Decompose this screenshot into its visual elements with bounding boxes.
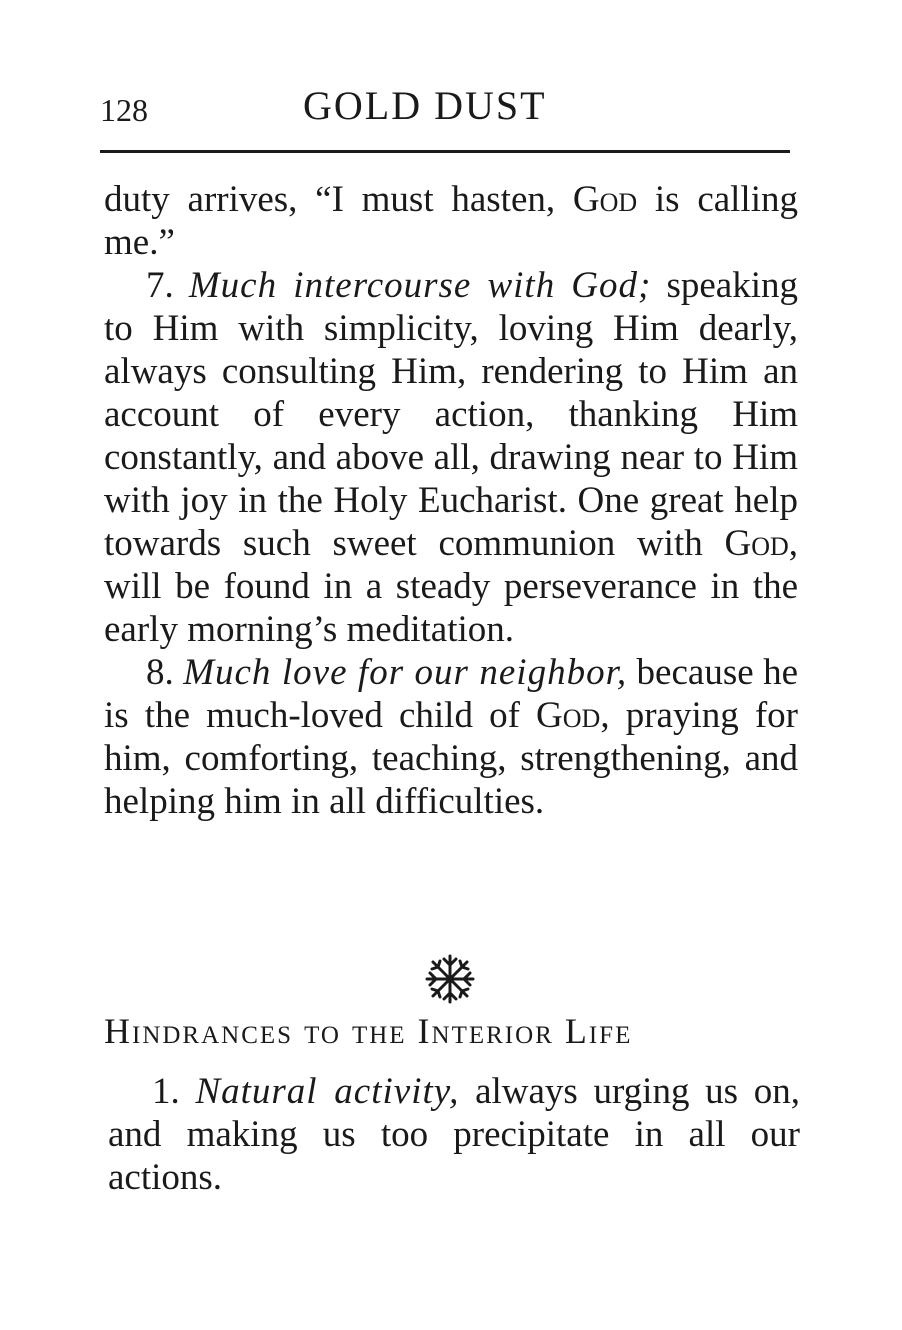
item-number: 7. — [146, 265, 189, 306]
page-header — [100, 82, 790, 132]
paragraph-text: , praying for him, comforting, teaching, strengthening, and helping him in all difficulties. — [104, 695, 798, 822]
paragraph-text: duty arrives, “I must hasten, — [104, 179, 573, 220]
section-body — [108, 1070, 800, 1199]
paragraph-text: speaking to Him with simplicity, loving Him dearly, always consulting Him, rendering to Him an account of every action, thanking Him constantly, and above all, drawing near to Him with joy in the Holy Eucharist. One great help towards such sweet communion with — [104, 265, 798, 564]
snowflake-ornament-icon — [424, 953, 476, 1005]
divine-name: God — [724, 523, 789, 564]
paragraph-continuation — [104, 178, 798, 264]
item-number: 1. — [152, 1071, 196, 1112]
item-number: 8. — [146, 652, 184, 693]
paragraph-text: always urging us on, and making us too precipitate in all our actions. — [108, 1071, 801, 1198]
section-heading: Hindrances to the Interior Life — [104, 1011, 633, 1051]
divine-name: God — [572, 179, 638, 220]
item-title: Natural activity, — [195, 1071, 460, 1112]
paragraph-item-1 — [108, 1070, 800, 1199]
header-rule — [100, 150, 790, 153]
page-number: 128 — [100, 92, 148, 128]
paragraph-text: , will be found in a steady perseverance in the early morning’s meditation. — [104, 523, 798, 650]
paragraph-item-8 — [104, 651, 798, 823]
item-title: Much love for our neighbor, — [183, 652, 628, 693]
paragraph-text: is calling me.” — [104, 179, 798, 263]
paragraph-item-7 — [104, 264, 798, 651]
body-text — [104, 178, 798, 823]
divine-name: God — [536, 695, 601, 736]
item-title: Much intercourse with God; — [188, 265, 652, 306]
paragraph-text: because he is the much-loved child of — [104, 652, 799, 736]
running-title: GOLD DUST — [303, 83, 547, 128]
